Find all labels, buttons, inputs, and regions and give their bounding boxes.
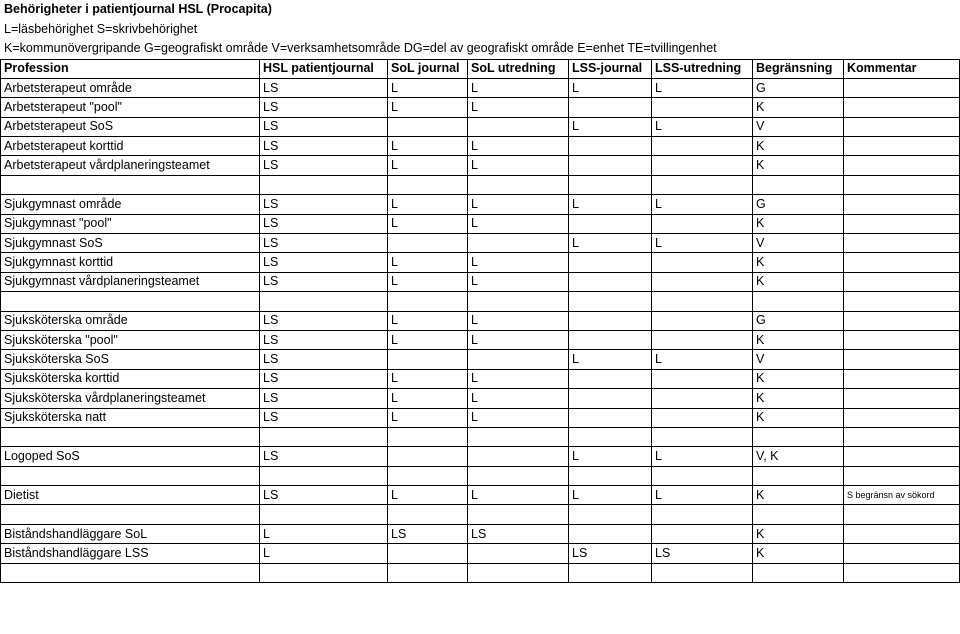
permission-cell: [652, 214, 753, 233]
permission-cell: L: [388, 389, 468, 408]
table-row: [1, 175, 960, 194]
profession-cell: Sjuksköterska korttid: [1, 369, 260, 388]
permission-cell: L: [468, 389, 569, 408]
permission-cell: L: [388, 408, 468, 427]
permission-cell: LS: [569, 544, 652, 563]
permission-cell: S begränsn av sökord: [844, 486, 960, 505]
permission-cell: [260, 292, 388, 311]
profession-cell: [1, 505, 260, 524]
permission-cell: [569, 292, 652, 311]
permission-cell: L: [388, 486, 468, 505]
table-row: [1, 98, 960, 117]
permission-cell: [468, 175, 569, 194]
permission-cell: LS: [260, 272, 388, 291]
table-row: [1, 427, 960, 446]
permission-cell: [569, 563, 652, 582]
permission-cell: [569, 156, 652, 175]
permission-cell: V: [753, 234, 844, 253]
table-row: [1, 505, 960, 524]
column-header: Profession: [1, 59, 260, 78]
permission-cell: LS: [652, 544, 753, 563]
permission-cell: [388, 117, 468, 136]
permission-cell: L: [388, 330, 468, 349]
profession-cell: Dietist: [1, 486, 260, 505]
table-row: [1, 272, 960, 291]
permission-cell: LS: [260, 253, 388, 272]
permission-cell: K: [753, 272, 844, 291]
table-body: [1, 78, 960, 582]
permission-cell: [652, 156, 753, 175]
permission-cell: LS: [260, 311, 388, 330]
permission-cell: L: [468, 253, 569, 272]
permission-cell: [569, 311, 652, 330]
permission-cell: [844, 505, 960, 524]
permission-cell: L: [468, 156, 569, 175]
permission-cell: [260, 466, 388, 485]
permission-cell: V: [753, 117, 844, 136]
permission-cell: [844, 253, 960, 272]
profession-cell: Logoped SoS: [1, 447, 260, 466]
permission-cell: [468, 427, 569, 446]
table-row: [1, 389, 960, 408]
permission-cell: [753, 427, 844, 446]
table-row: [1, 234, 960, 253]
permission-cell: LS: [260, 98, 388, 117]
table-row: [1, 253, 960, 272]
permission-cell: L: [388, 195, 468, 214]
profession-cell: [1, 292, 260, 311]
permission-cell: LS: [260, 156, 388, 175]
permission-cell: [652, 505, 753, 524]
permission-cell: [569, 330, 652, 349]
permission-cell: [569, 505, 652, 524]
permission-cell: K: [753, 253, 844, 272]
permission-cell: [844, 447, 960, 466]
permission-cell: LS: [260, 234, 388, 253]
permission-cell: LS: [468, 524, 569, 543]
permission-cell: K: [753, 486, 844, 505]
permission-cell: [844, 292, 960, 311]
table-row: [1, 137, 960, 156]
permission-cell: K: [753, 389, 844, 408]
permission-cell: [468, 117, 569, 136]
permission-cell: [753, 175, 844, 194]
permission-cell: L: [652, 234, 753, 253]
permission-cell: [652, 524, 753, 543]
permission-cell: LS: [260, 214, 388, 233]
permission-cell: L: [468, 330, 569, 349]
permission-cell: [753, 563, 844, 582]
profession-cell: Arbetsterapeut vårdplaneringsteamet: [1, 156, 260, 175]
permission-cell: [569, 524, 652, 543]
permission-cell: [844, 156, 960, 175]
permission-cell: [260, 175, 388, 194]
permission-cell: LS: [388, 524, 468, 543]
permission-cell: [652, 389, 753, 408]
table-row: [1, 214, 960, 233]
table-row: [1, 117, 960, 136]
permission-cell: [844, 563, 960, 582]
profession-cell: Arbetsterapeut korttid: [1, 137, 260, 156]
table-row: [1, 330, 960, 349]
permission-cell: [468, 505, 569, 524]
permission-cell: LS: [260, 350, 388, 369]
table-row: [1, 486, 960, 505]
permission-cell: [652, 98, 753, 117]
permission-cell: [388, 292, 468, 311]
permission-cell: [569, 214, 652, 233]
permission-cell: L: [468, 369, 569, 388]
profession-cell: Sjukgymnast område: [1, 195, 260, 214]
permission-cell: L: [468, 272, 569, 291]
permission-cell: [468, 350, 569, 369]
permission-cell: L: [388, 156, 468, 175]
permission-cell: [844, 195, 960, 214]
permission-cell: [652, 175, 753, 194]
permission-cell: K: [753, 330, 844, 349]
profession-cell: [1, 466, 260, 485]
profession-cell: Arbetsterapeut SoS: [1, 117, 260, 136]
permission-cell: [844, 175, 960, 194]
profession-cell: Biståndshandläggare LSS: [1, 544, 260, 563]
permission-cell: [652, 137, 753, 156]
permission-cell: [844, 272, 960, 291]
profession-cell: Biståndshandläggare SoL: [1, 524, 260, 543]
permission-cell: [468, 447, 569, 466]
permission-cell: [652, 369, 753, 388]
permission-cell: LS: [260, 117, 388, 136]
permission-cell: [844, 524, 960, 543]
profession-cell: Sjuksköterska SoS: [1, 350, 260, 369]
permission-cell: [388, 563, 468, 582]
permission-cell: [844, 330, 960, 349]
permission-cell: [844, 466, 960, 485]
permission-cell: [569, 272, 652, 291]
permission-cell: L: [569, 350, 652, 369]
permission-cell: [260, 563, 388, 582]
permission-cell: K: [753, 214, 844, 233]
legend-access: L=läsbehörighet S=skrivbehörighet: [4, 21, 198, 36]
permission-cell: L: [468, 137, 569, 156]
table-row: [1, 544, 960, 563]
permission-cell: L: [569, 195, 652, 214]
table-row: [1, 447, 960, 466]
permission-cell: [569, 253, 652, 272]
table-row: [1, 78, 960, 97]
permission-cell: L: [388, 137, 468, 156]
profession-cell: Sjuksköterska vårdplaneringsteamet: [1, 389, 260, 408]
permission-cell: [569, 175, 652, 194]
permission-cell: [652, 408, 753, 427]
permission-cell: [844, 389, 960, 408]
permission-cell: L: [468, 486, 569, 505]
profession-cell: Arbetsterapeut område: [1, 78, 260, 97]
permission-cell: L: [569, 447, 652, 466]
profession-cell: Sjukgymnast SoS: [1, 234, 260, 253]
permission-cell: [753, 466, 844, 485]
profession-cell: Sjukgymnast vårdplaneringsteamet: [1, 272, 260, 291]
permission-cell: L: [569, 234, 652, 253]
column-header: Begränsning: [753, 59, 844, 78]
profession-cell: Sjuksköterska område: [1, 311, 260, 330]
document-title: Behörigheter i patientjournal HSL (Procapita): [4, 2, 272, 16]
permission-cell: [652, 466, 753, 485]
permission-cell: [844, 544, 960, 563]
permission-cell: LS: [260, 330, 388, 349]
permission-cell: V: [753, 350, 844, 369]
permission-cell: [468, 544, 569, 563]
column-header: SoL journal: [388, 59, 468, 78]
column-header: LSS-journal: [569, 59, 652, 78]
permission-cell: L: [652, 486, 753, 505]
column-header: SoL utredning: [468, 59, 569, 78]
column-header: HSL patientjournal: [260, 59, 388, 78]
permission-cell: [844, 369, 960, 388]
permission-cell: [844, 427, 960, 446]
permission-cell: L: [652, 350, 753, 369]
permission-cell: K: [753, 408, 844, 427]
permission-cell: L: [468, 214, 569, 233]
profession-cell: [1, 427, 260, 446]
permission-cell: LS: [260, 137, 388, 156]
permission-cell: K: [753, 369, 844, 388]
permission-cell: [260, 427, 388, 446]
permission-cell: [844, 311, 960, 330]
permission-cell: LS: [260, 369, 388, 388]
permission-cell: K: [753, 137, 844, 156]
permission-cell: [569, 137, 652, 156]
table-row: [1, 524, 960, 543]
permission-cell: [753, 505, 844, 524]
permission-cell: L: [388, 214, 468, 233]
table-row: [1, 156, 960, 175]
permission-cell: [388, 505, 468, 524]
permission-cell: [652, 272, 753, 291]
permission-cell: L: [388, 78, 468, 97]
profession-cell: Sjukgymnast korttid: [1, 253, 260, 272]
permission-cell: LS: [260, 195, 388, 214]
permission-cell: [844, 117, 960, 136]
permission-cell: [652, 292, 753, 311]
permission-cell: [468, 234, 569, 253]
permission-cell: L: [388, 253, 468, 272]
permission-cell: [844, 408, 960, 427]
permission-cell: L: [652, 447, 753, 466]
permission-cell: [844, 78, 960, 97]
permission-cell: [569, 98, 652, 117]
permission-cell: [388, 175, 468, 194]
permission-cell: [569, 408, 652, 427]
table-row: [1, 292, 960, 311]
permission-cell: L: [569, 117, 652, 136]
permission-cell: K: [753, 524, 844, 543]
table-row: [1, 408, 960, 427]
permission-cell: L: [388, 272, 468, 291]
permission-cell: G: [753, 311, 844, 330]
permission-cell: [388, 447, 468, 466]
permissions-table: [0, 59, 960, 584]
permission-cell: [652, 330, 753, 349]
permission-cell: K: [753, 544, 844, 563]
permission-cell: [569, 389, 652, 408]
profession-cell: Arbetsterapeut "pool": [1, 98, 260, 117]
permission-cell: [569, 466, 652, 485]
permission-cell: LS: [260, 389, 388, 408]
table-row: [1, 369, 960, 388]
permission-cell: LS: [260, 408, 388, 427]
permission-cell: LS: [260, 447, 388, 466]
permission-cell: K: [753, 156, 844, 175]
permission-cell: L: [388, 369, 468, 388]
permission-cell: K: [753, 98, 844, 117]
permission-cell: L: [260, 524, 388, 543]
table-header-row: [1, 59, 960, 78]
permission-cell: [844, 350, 960, 369]
profession-cell: [1, 175, 260, 194]
permission-cell: [388, 466, 468, 485]
permission-cell: L: [388, 311, 468, 330]
permission-cell: L: [652, 117, 753, 136]
table-row: [1, 563, 960, 582]
permission-cell: [652, 563, 753, 582]
table-row: [1, 195, 960, 214]
permission-cell: [844, 234, 960, 253]
column-header: LSS-utredning: [652, 59, 753, 78]
permission-cell: [388, 544, 468, 563]
permission-cell: [569, 427, 652, 446]
permission-cell: L: [468, 408, 569, 427]
permission-cell: [844, 98, 960, 117]
legend-scope: K=kommunövergripande G=geografiskt område V=verksamhetsområde DG=del av geografiskt område E=enhet TE=tvillingenhet: [4, 41, 717, 55]
table-row: [1, 350, 960, 369]
permission-cell: [569, 369, 652, 388]
permission-cell: L: [652, 78, 753, 97]
permission-cell: [468, 563, 569, 582]
permission-cell: [260, 505, 388, 524]
permission-cell: [652, 427, 753, 446]
profession-cell: Sjukgymnast "pool": [1, 214, 260, 233]
permission-cell: L: [652, 195, 753, 214]
permission-cell: L: [468, 311, 569, 330]
permission-cell: [652, 253, 753, 272]
permission-cell: L: [468, 195, 569, 214]
permission-cell: [844, 137, 960, 156]
permission-cell: G: [753, 78, 844, 97]
permission-cell: [844, 214, 960, 233]
permission-cell: L: [388, 98, 468, 117]
permission-cell: G: [753, 195, 844, 214]
profession-cell: Sjuksköterska "pool": [1, 330, 260, 349]
permission-cell: V, K: [753, 447, 844, 466]
permission-cell: [468, 466, 569, 485]
permission-cell: [753, 292, 844, 311]
permission-cell: L: [260, 544, 388, 563]
permission-cell: [388, 427, 468, 446]
permission-cell: [468, 292, 569, 311]
permission-cell: L: [468, 98, 569, 117]
permission-cell: [388, 350, 468, 369]
profession-cell: [1, 563, 260, 582]
permission-cell: L: [569, 78, 652, 97]
profession-cell: Sjuksköterska natt: [1, 408, 260, 427]
table-row: [1, 466, 960, 485]
permission-cell: [652, 311, 753, 330]
permission-cell: L: [468, 78, 569, 97]
permission-cell: LS: [260, 486, 388, 505]
table-row: [1, 311, 960, 330]
permission-cell: LS: [260, 78, 388, 97]
permission-cell: [388, 234, 468, 253]
column-header: Kommentar: [844, 59, 960, 78]
permission-cell: L: [569, 486, 652, 505]
